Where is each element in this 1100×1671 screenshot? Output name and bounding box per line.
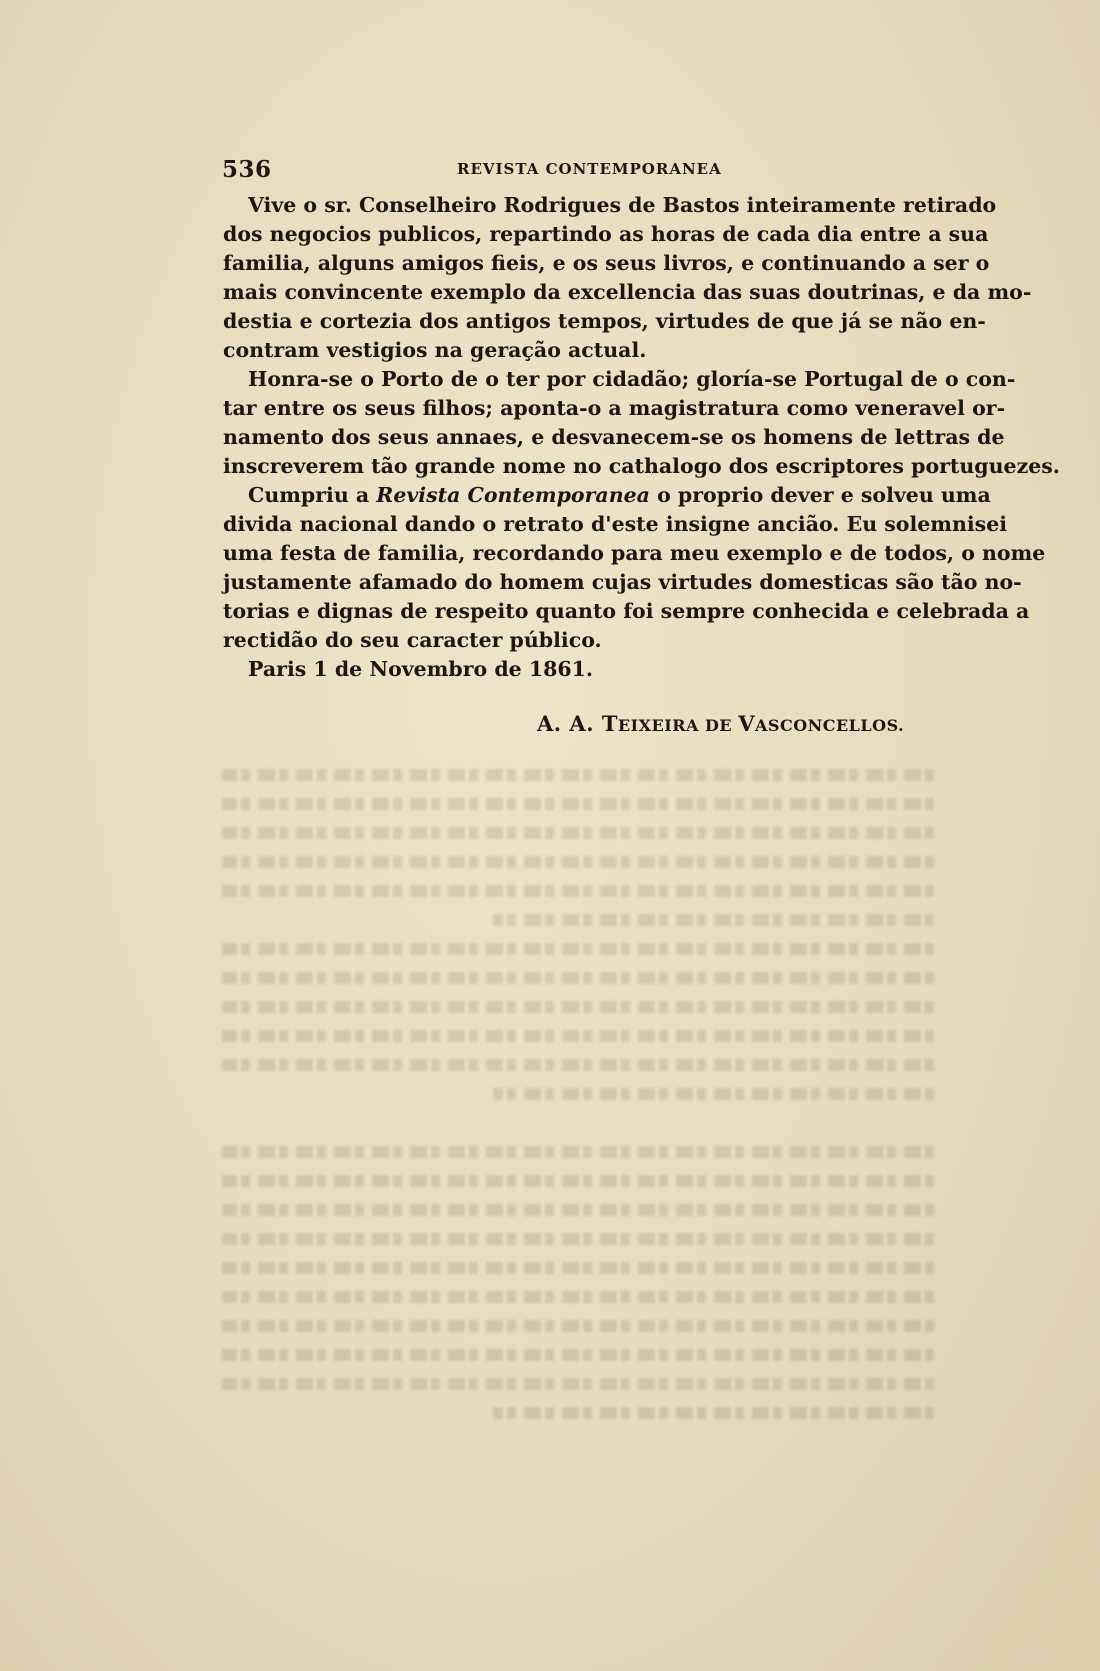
- page-number: 536: [222, 156, 272, 183]
- bleed-line: [222, 847, 934, 876]
- journal-title: Revista Contemporanea: [376, 483, 650, 507]
- bleed-line: [222, 1137, 934, 1166]
- bleed-gap: [222, 1108, 934, 1137]
- bleed-line: [222, 1282, 934, 1311]
- bleed-line: [222, 789, 934, 818]
- text-segment: o proprio dever e solveu uma: [649, 483, 991, 507]
- text-line: Honra-se o Porto de o ter por cidadão; gloría-se Portugal de o con-: [248, 367, 1016, 391]
- bleed-line: [493, 1079, 934, 1108]
- bleed-line: [222, 1340, 934, 1369]
- running-title: REVISTA CONTEMPORANEA: [457, 160, 722, 178]
- bleed-line: [222, 818, 934, 847]
- bleed-line: [222, 963, 934, 992]
- bleed-line: [222, 760, 934, 789]
- text-line: torias e dignas de respeito quanto foi sempre conhecida e celebrada a: [223, 599, 1030, 623]
- text-line: mais convincente exemplo da excellencia das suas doutrinas, e da mo-: [223, 280, 1032, 304]
- bleed-line: [222, 1311, 934, 1340]
- text-line: inscreverem tão grande nome no cathalogo dos escriptores portuguezes.: [223, 454, 1060, 478]
- surname-rest: ASCONCELLOS.: [754, 716, 905, 735]
- bleed-line: [222, 1166, 934, 1195]
- text-line: dos negocios publicos, repartindo as horas de cada dia entre a sua: [223, 222, 989, 246]
- bleed-line: [222, 1369, 934, 1398]
- bleed-line: [222, 1253, 934, 1282]
- bleed-line: [222, 1195, 934, 1224]
- bleed-line: [222, 934, 934, 963]
- text-line: contram vestigios na geração actual.: [223, 338, 647, 362]
- text-line: tar entre os seus filhos; aponta-o a magistratura como veneravel or-: [223, 396, 1006, 420]
- bleed-line: [222, 1050, 934, 1079]
- paragraph-1: [223, 191, 1032, 365]
- text-line: familia, alguns amigos fieis, e os seus livros, e continuando a ser o: [223, 251, 990, 275]
- text-line: justamente afamado do homem cujas virtudes domesticas são tão no-: [223, 570, 1022, 594]
- bleed-line: [222, 876, 934, 905]
- text-line: divida nacional dando o retrato d'este insigne ancião. Eu solemnisei: [223, 512, 1008, 536]
- text-segment: Cumpriu a: [248, 483, 377, 507]
- page-header: [222, 156, 942, 186]
- surname-rest: EIXEIRA: [617, 716, 699, 735]
- paragraph-3: [223, 481, 1046, 655]
- bleed-line: [493, 1398, 934, 1427]
- surname-initial: T: [601, 711, 618, 736]
- bleed-line: [222, 992, 934, 1021]
- text-line: Vive o sr. Conselheiro Rodrigues de Bastos inteiramente retirado: [248, 193, 997, 217]
- name-particle: DE: [698, 716, 739, 735]
- bleed-line: [493, 905, 934, 934]
- text-line: [223, 481, 991, 510]
- text-line: destia e cortezia dos antigos tempos, virtudes de que já se não en-: [223, 309, 986, 333]
- text-line: rectidão do seu caracter público.: [223, 628, 602, 652]
- bleed-line: [222, 1021, 934, 1050]
- text-line: namento dos seus annaes, e desvanecem-se os homens de lettras de: [223, 425, 1005, 449]
- paragraph-2: [223, 365, 1060, 481]
- article-text: [223, 191, 1060, 684]
- text-line: uma festa de familia, recordando para meu exemplo e de todos, o nome: [223, 541, 1046, 565]
- author-initials: A. A.: [537, 711, 602, 736]
- show-through-texture: [222, 760, 934, 1450]
- surname-initial: V: [738, 711, 755, 736]
- dateline: Paris 1 de Novembro de 1861.: [248, 657, 594, 681]
- bleed-line: [222, 1224, 934, 1253]
- author-signature: [537, 711, 904, 736]
